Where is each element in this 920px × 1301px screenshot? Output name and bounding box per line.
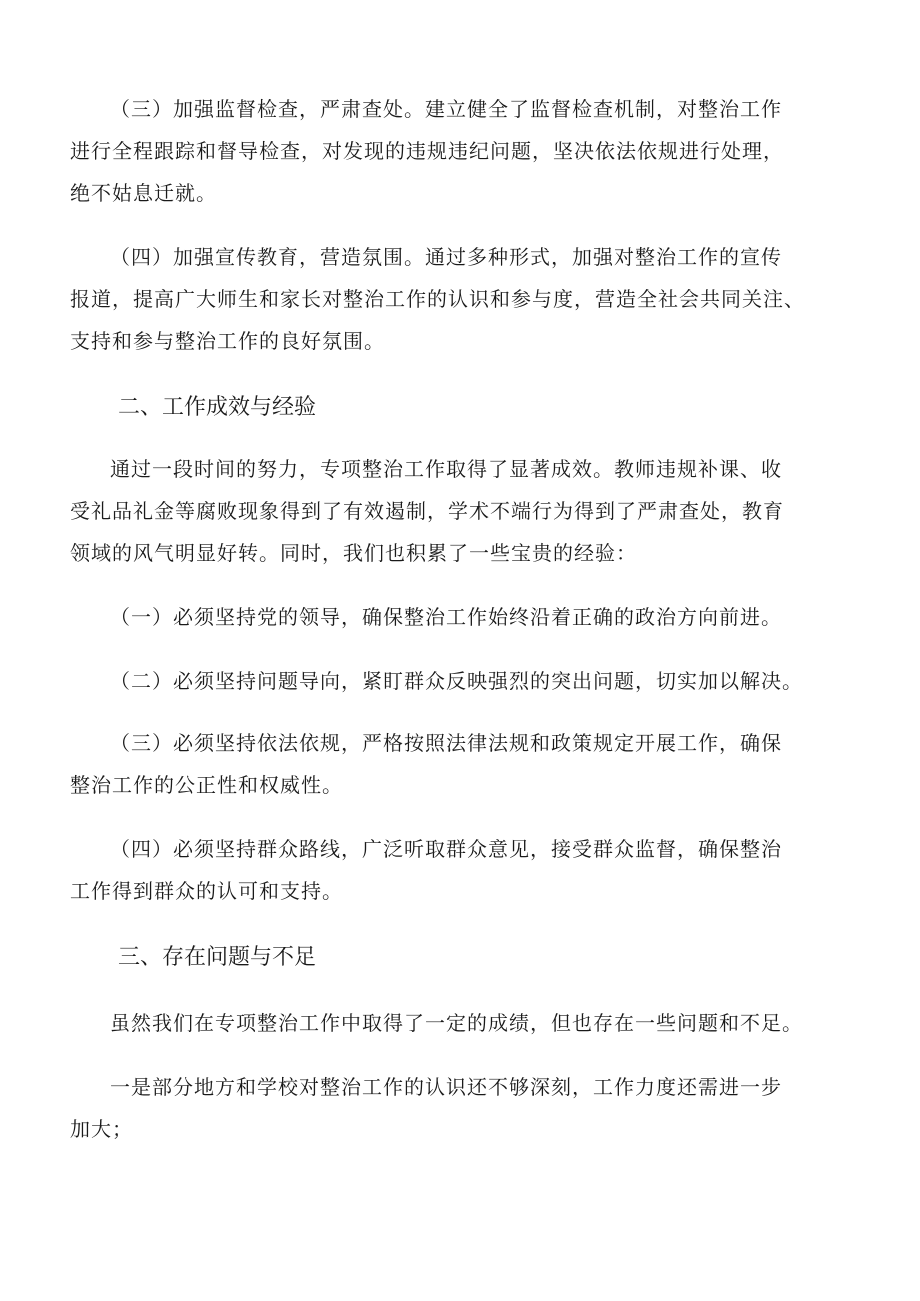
paragraph-line: 进行全程跟踪和督导检查，对发现的违规违纪问题，坚决依法依规进行处理， [70,139,784,163]
section-heading-results: 二、工作成效与经验 [118,395,317,420]
paragraph-line: 通过一段时间的努力，专项整治工作取得了显著成效。教师违规补课、收 [110,457,782,481]
paragraph-problem-1 [70,1066,870,1150]
paragraph-supervision [70,88,870,214]
paragraph-publicity [70,236,870,362]
paragraph-line: 受礼品礼金等腐败现象得到了有效遏制，学术不端行为得到了严肃查处，教育 [70,499,784,523]
paragraph-experience-2 [70,660,870,702]
paragraph-line: 加大； [70,1117,133,1141]
paragraph-problems-intro [70,1002,870,1044]
paragraph-line: （四）加强宣传教育，营造氛围。通过多种形式，加强对整治工作的宣传 [110,245,782,269]
paragraph-line: 报道，提高广大师生和家长对整治工作的认识和参与度，营造全社会共同关注、 [70,287,805,311]
paragraph-line: 支持和参与整治工作的良好氛围。 [70,329,385,353]
section-heading-problems: 三、存在问题与不足 [118,945,317,970]
paragraph-line: （二）必须坚持问题导向，紧盯群众反映强烈的突出问题，切实加以解决。 [110,669,803,693]
paragraph-line: （三）加强监督检查，严肃查处。建立健全了监督检查机制，对整治工作 [110,97,782,121]
paragraph-experience-1 [70,596,870,638]
paragraph-line: （三）必须坚持依法依规，严格按照法律法规和政策规定开展工作，确保 [110,731,782,755]
paragraph-line: 整治工作的公正性和权威性。 [70,773,343,797]
paragraph-results [70,448,870,574]
paragraph-line: （一）必须坚持党的领导，确保整治工作始终沿着正确的政治方向前进。 [110,605,782,629]
paragraph-experience-4 [70,828,870,912]
paragraph-line: 工作得到群众的认可和支持。 [70,879,343,903]
paragraph-line: 一是部分地方和学校对整治工作的认识还不够深刻，工作力度还需进一步 [110,1075,782,1099]
paragraph-experience-3 [70,722,870,806]
paragraph-line: 领域的风气明显好转。同时，我们也积累了一些宝贵的经验： [70,541,637,565]
paragraph-line: （四）必须坚持群众路线，广泛听取群众意见，接受群众监督，确保整治 [110,837,782,861]
paragraph-line: 虽然我们在专项整治工作中取得了一定的成绩，但也存在一些问题和不足。 [110,1011,803,1035]
paragraph-line: 绝不姑息迁就。 [70,181,217,205]
